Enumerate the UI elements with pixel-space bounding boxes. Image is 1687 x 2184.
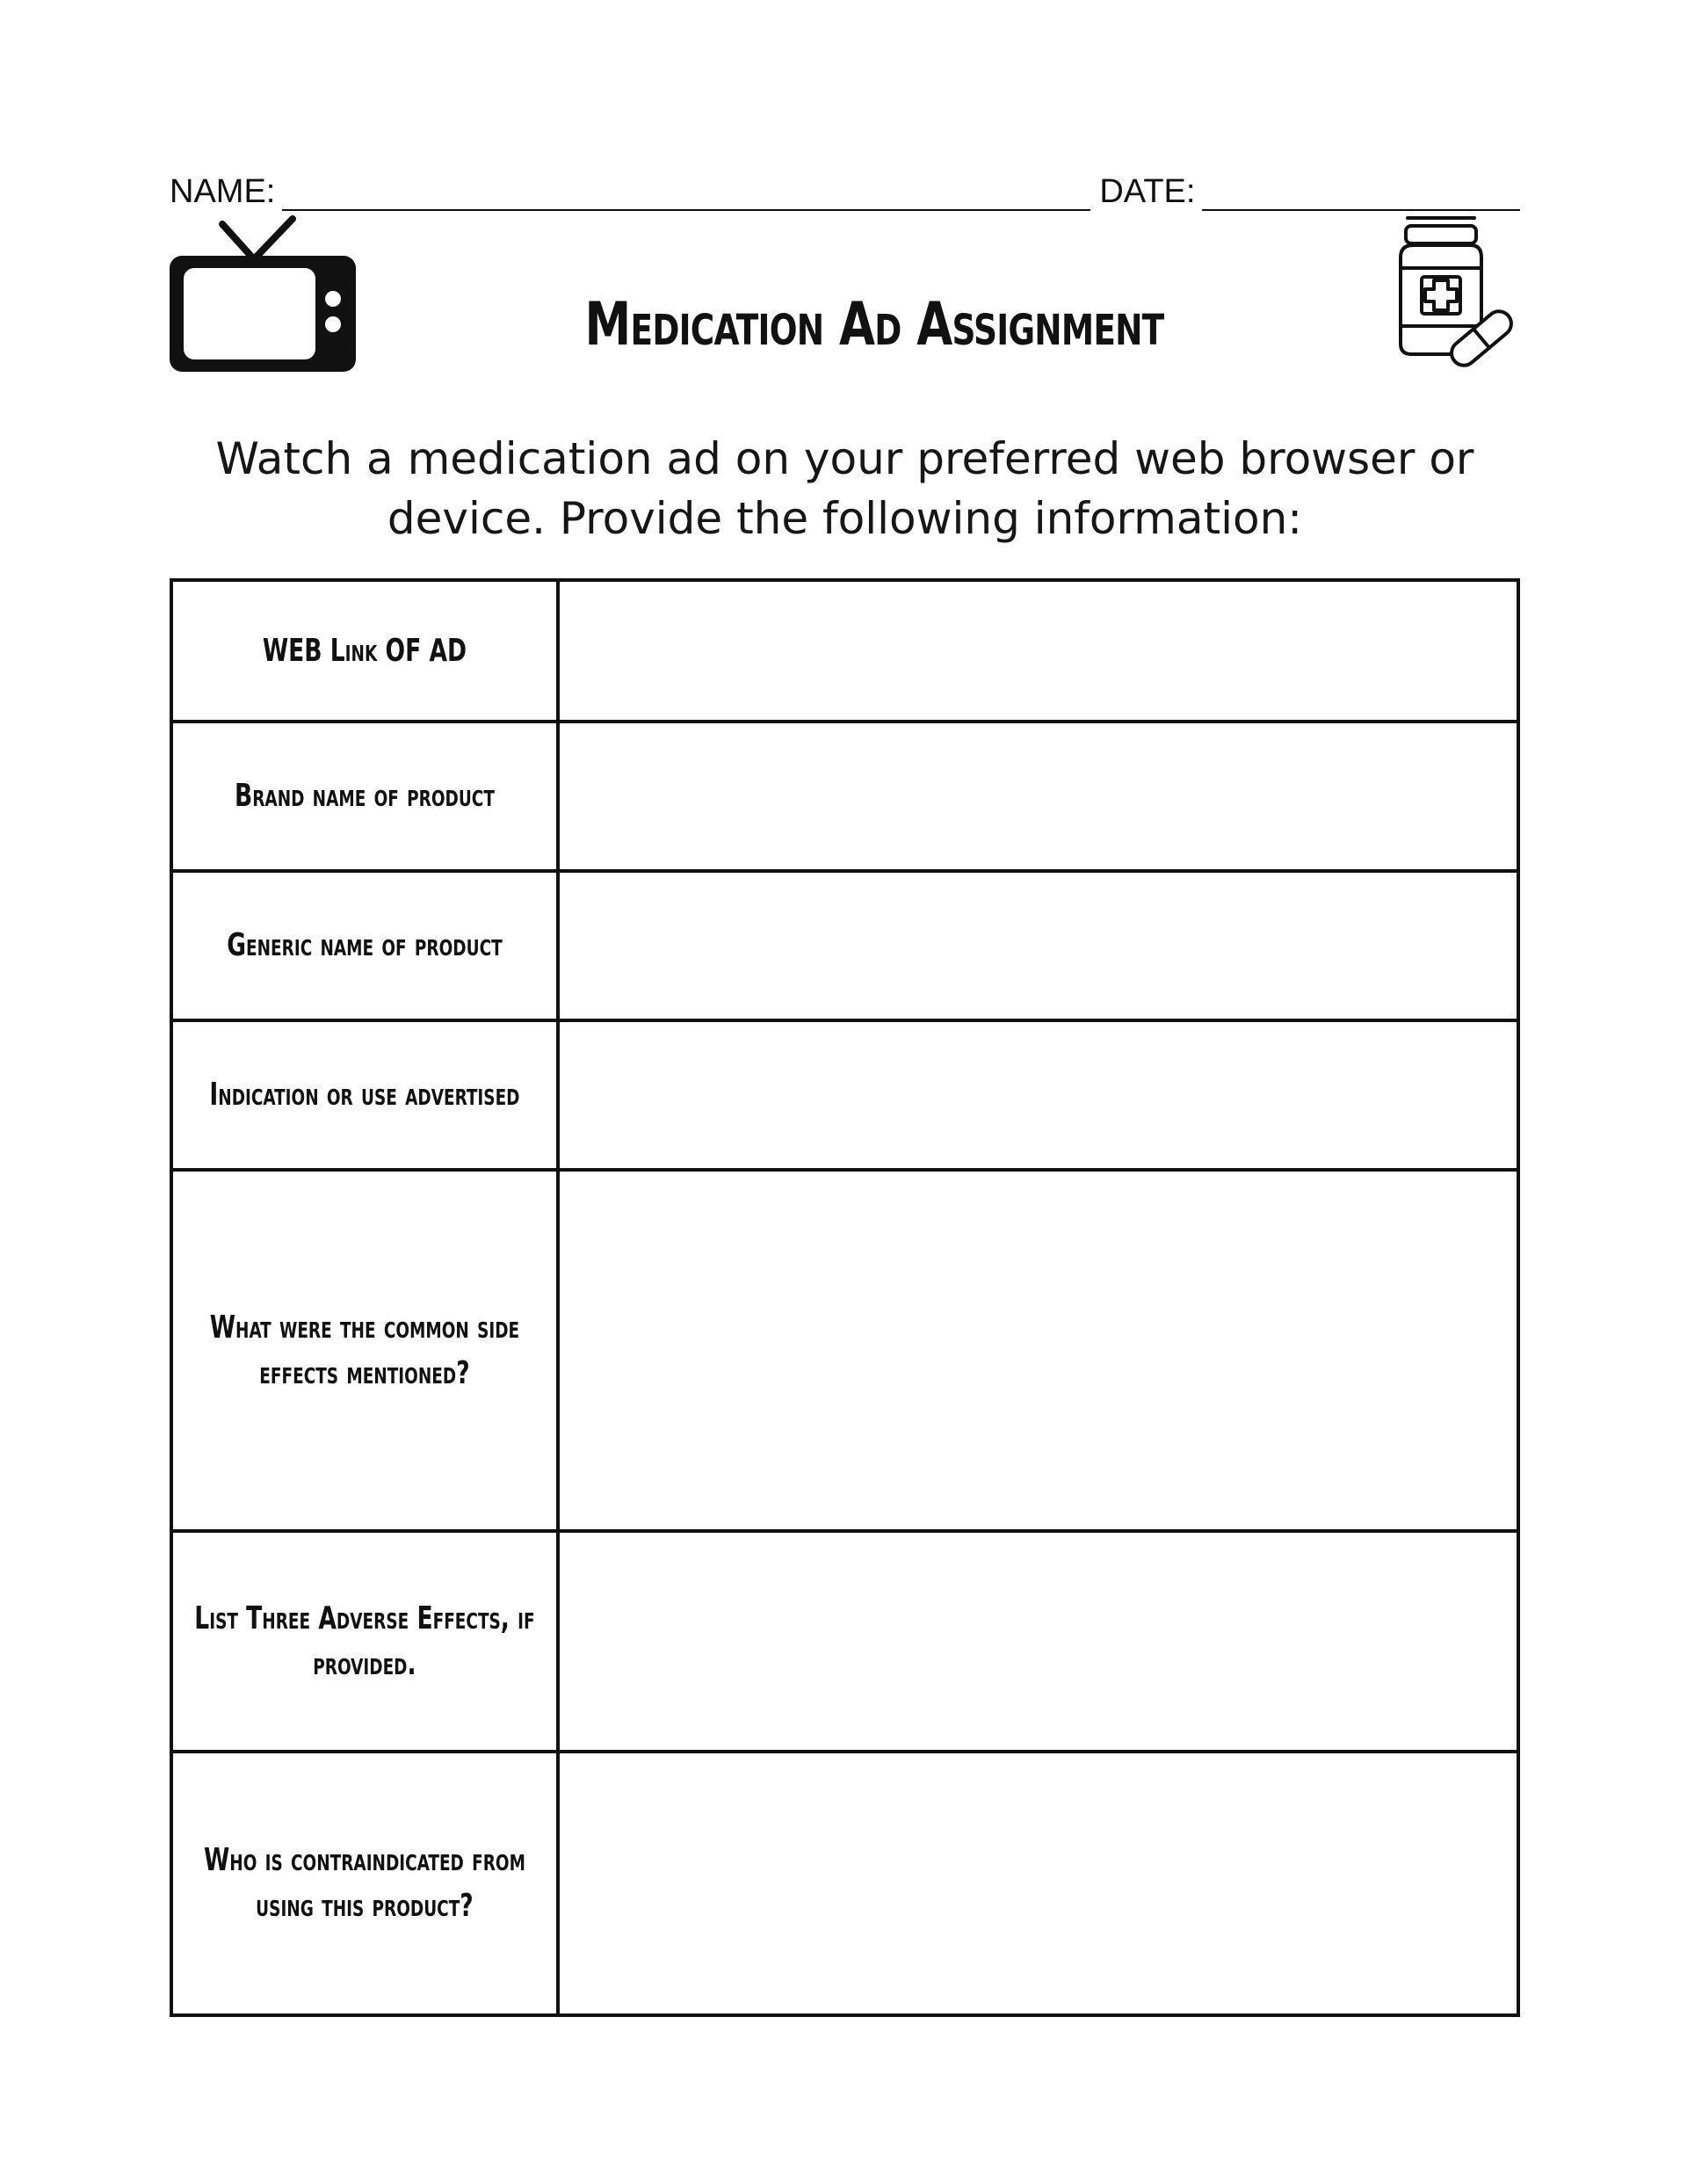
row-label-text: List Three Adverse Effects, if provided. bbox=[194, 1600, 535, 1682]
contraindication-answer-field[interactable] bbox=[558, 1752, 1518, 2015]
row-label bbox=[171, 1170, 558, 1531]
row-label bbox=[171, 871, 558, 1020]
row-label bbox=[171, 722, 558, 871]
row-label-text: Who is contraindicated from using this product? bbox=[203, 1842, 526, 1924]
indication-answer-field[interactable] bbox=[558, 1020, 1518, 1170]
row-label-text: Generic name of product bbox=[227, 927, 503, 963]
instructions-text: Watch a medication ad on your preferred web browser or device. Provide the following information: bbox=[215, 433, 1474, 544]
date-label: DATE: bbox=[1099, 173, 1196, 210]
row-label bbox=[171, 580, 558, 722]
table-row bbox=[171, 580, 1518, 722]
table-row bbox=[171, 1170, 1518, 1531]
name-label: NAME: bbox=[170, 173, 276, 210]
generic-name-answer-field[interactable] bbox=[558, 871, 1518, 1020]
web-link-answer-field[interactable] bbox=[558, 580, 1518, 722]
row-label-text: Brand name of product bbox=[235, 778, 495, 814]
row-label bbox=[171, 1531, 558, 1752]
page-title: Medication Ad Assignment bbox=[584, 290, 1164, 359]
row-label-text: What were the common side effects mentioned? bbox=[209, 1309, 520, 1391]
row-label bbox=[171, 1752, 558, 2015]
table-row bbox=[171, 1531, 1518, 1752]
row-label-text: Indication or use advertised bbox=[209, 1077, 520, 1113]
table-row bbox=[171, 871, 1518, 1020]
date-field[interactable] bbox=[1202, 178, 1520, 211]
row-label bbox=[171, 1020, 558, 1170]
row-label-text: WEB Link OF AD bbox=[262, 632, 467, 669]
name-date-line bbox=[170, 167, 1520, 211]
assignment-table bbox=[170, 578, 1520, 2017]
medicine-bottle-icon bbox=[1397, 215, 1522, 374]
television-icon bbox=[170, 215, 356, 372]
name-field[interactable] bbox=[282, 178, 1090, 211]
table-row bbox=[171, 1020, 1518, 1170]
table-row bbox=[171, 1752, 1518, 2015]
table-row bbox=[171, 722, 1518, 871]
brand-name-answer-field[interactable] bbox=[558, 722, 1518, 871]
side-effects-answer-field[interactable] bbox=[558, 1170, 1518, 1531]
adverse-effects-answer-field[interactable] bbox=[558, 1531, 1518, 1752]
